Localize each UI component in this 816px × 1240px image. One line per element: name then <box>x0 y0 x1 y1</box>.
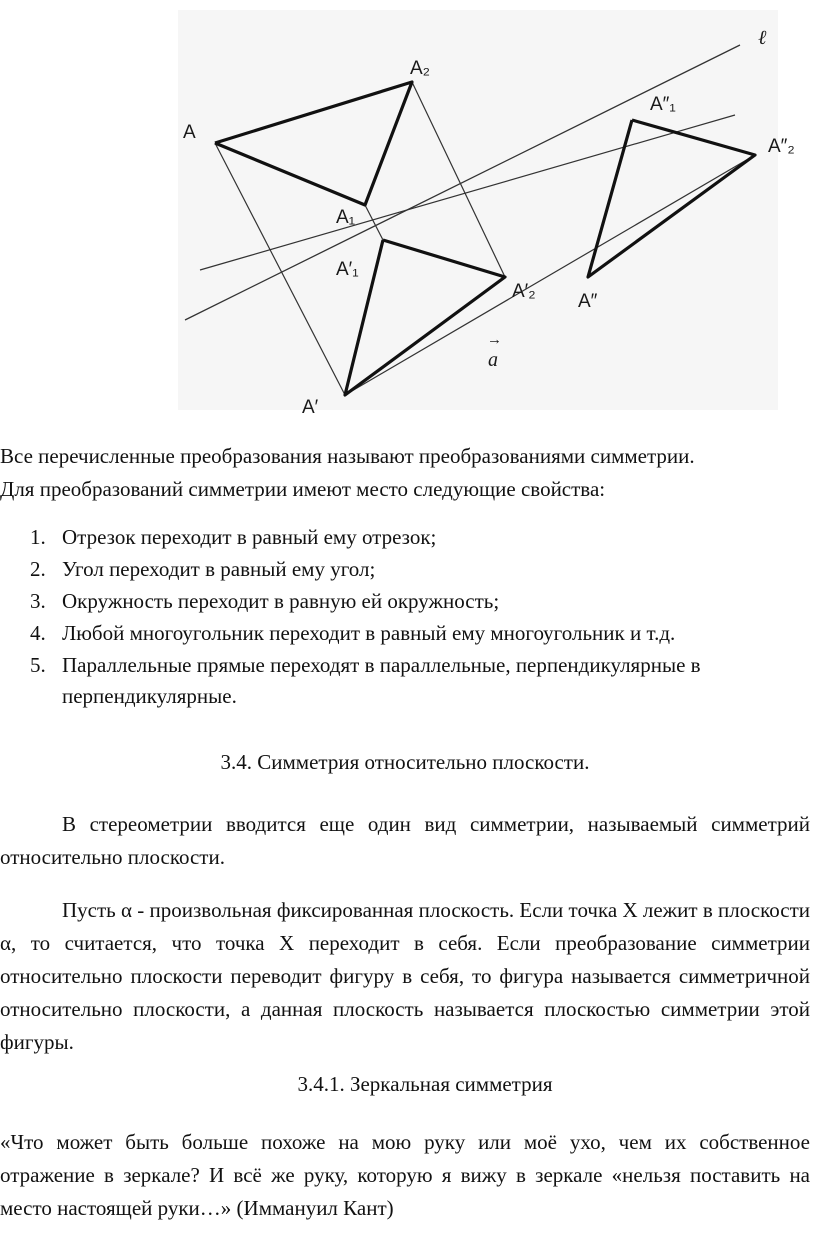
subsection-title: 3.4.1. Зеркальная симметрия <box>297 1072 553 1096</box>
list-item-number: 3. <box>30 589 46 613</box>
intro-block <box>0 440 810 506</box>
list-item-number: 2. <box>30 557 46 581</box>
list-item-number: 1. <box>30 525 46 549</box>
intro-line-2: Для преобразований симметрии имеют место следующие свойства: <box>0 477 606 501</box>
label-A: A <box>183 122 196 143</box>
paragraph-stereometry: В стереометрии вводится еще один вид симметрии, называемый симметрий относительно плоскости. <box>0 812 810 869</box>
section-title: 3.4. Симметрия относительно плоскости. <box>220 750 590 774</box>
intro-line-1: Все перечисленные преобразования называют преобразованиями симметрии. <box>0 444 695 468</box>
label-vector-arrow: → <box>487 332 502 348</box>
list-item <box>0 650 810 712</box>
label-A2: A₂ <box>410 58 431 79</box>
list-item <box>0 586 810 617</box>
properties-list <box>0 522 810 712</box>
list-item-text: Параллельные прямые переходят в параллельные, перпендикулярные в перпендикулярные. <box>62 653 701 708</box>
label-A2-double-prime: A″₂ <box>768 136 795 157</box>
list-item-text: Угол переходит в равный ему угол; <box>62 557 376 581</box>
label-A-double-prime: A″ <box>578 291 598 312</box>
list-item-text: Окружность переходит в равную ей окружность; <box>62 589 500 613</box>
geometry-figure <box>0 0 816 420</box>
figure-background <box>178 10 778 410</box>
list-item-number: 4. <box>30 621 46 645</box>
list-item <box>0 618 810 649</box>
label-A1-double-prime: A″₁ <box>650 94 676 115</box>
paragraph-plane-definition: Пусть α - произвольная фиксированная плоскость. Если точка Х лежит в плоскости α, то считается, что точка Х переходит в себя. Если преобразование симметрии относительно плоскости переводит фигуру в себя, то фигура называется симметричной относительно плоскости, а данная плоскость называется плоскостью симметрии этой фигуры. <box>0 898 810 1054</box>
kant-quote: «Что может быть больше похоже на мою руку или моё ухо, чем их собственное отражение в зеркале? И всё же руку, которую я вижу в зеркале «нельзя поставить на место настоящей руки…» (Иммануил Кант) <box>0 1130 810 1220</box>
properties-list-block <box>0 522 810 713</box>
label-A1: A₁ <box>336 207 356 228</box>
list-item-number: 5. <box>30 653 46 677</box>
list-item-text: Отрезок переходит в равный ему отрезок; <box>62 525 437 549</box>
label-A2-prime: A′₂ <box>512 281 536 302</box>
label-A1-prime: A′₁ <box>336 259 359 280</box>
list-item-text: Любой многоугольник переходит в равный ему многоугольник и т.д. <box>62 621 676 645</box>
list-item <box>0 554 810 585</box>
label-A-prime: A′ <box>302 397 319 418</box>
list-item <box>0 522 810 553</box>
label-line-l: ℓ <box>758 27 767 49</box>
label-vector-a: a <box>488 349 498 371</box>
